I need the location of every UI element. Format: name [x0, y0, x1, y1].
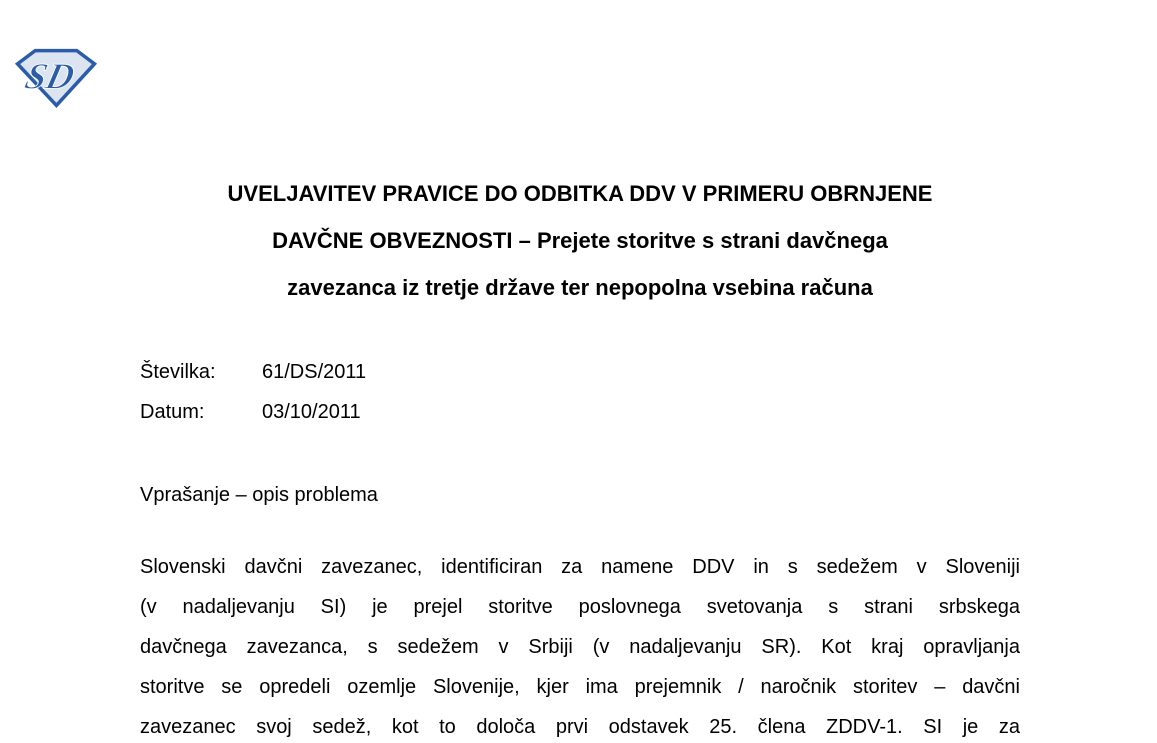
meta-row-number — [140, 352, 1020, 392]
sd-diamond-logo-icon — [14, 47, 98, 109]
paragraph-line: davčnega zavezanca, s sedežem v Srbiji (v nadaljevanju SR). Kot kraj opravljanja — [140, 636, 1020, 658]
paragraph-line: Slovenski davčni zavezanec, identificiran za namene DDV in s sedežem v Sloveniji — [140, 556, 1020, 578]
title-line-3: zavezanca iz tretje države ter nepopolna vsebina računa — [287, 275, 873, 300]
paragraph-line: zavezanec svoj sedež, kot to določa prvi odstavek 25. člena ZDDV-1. SI je za — [140, 716, 1020, 738]
date-label: Datum: — [140, 401, 205, 423]
paragraph-line: storitve se opredeli ozemlje Slovenije, kjer ima prejemnik / naročnik storitev – davčni — [140, 676, 1020, 698]
number-value: 61/DS/2011 — [262, 361, 367, 383]
logo-text: SD — [20, 56, 79, 98]
document-meta — [140, 352, 1020, 432]
meta-row-date — [140, 392, 1020, 432]
document-title — [140, 170, 1020, 311]
paragraph-line: (v nadaljevanju SI) je prejel storitve poslovnega svetovanja s strani srbskega — [140, 596, 1020, 618]
title-line-1: UVELJAVITEV PRAVICE DO ODBITKA DDV V PRIMERU OBRNJENE — [227, 181, 933, 206]
body-paragraph — [140, 547, 1020, 743]
date-value: 03/10/2011 — [262, 401, 361, 423]
title-line-2: DAVČNE OBVEZNOSTI – Prejete storitve s strani davčnega — [272, 228, 888, 253]
number-label: Številka: — [140, 361, 216, 383]
section-heading: Vprašanje – opis problema — [140, 484, 378, 506]
